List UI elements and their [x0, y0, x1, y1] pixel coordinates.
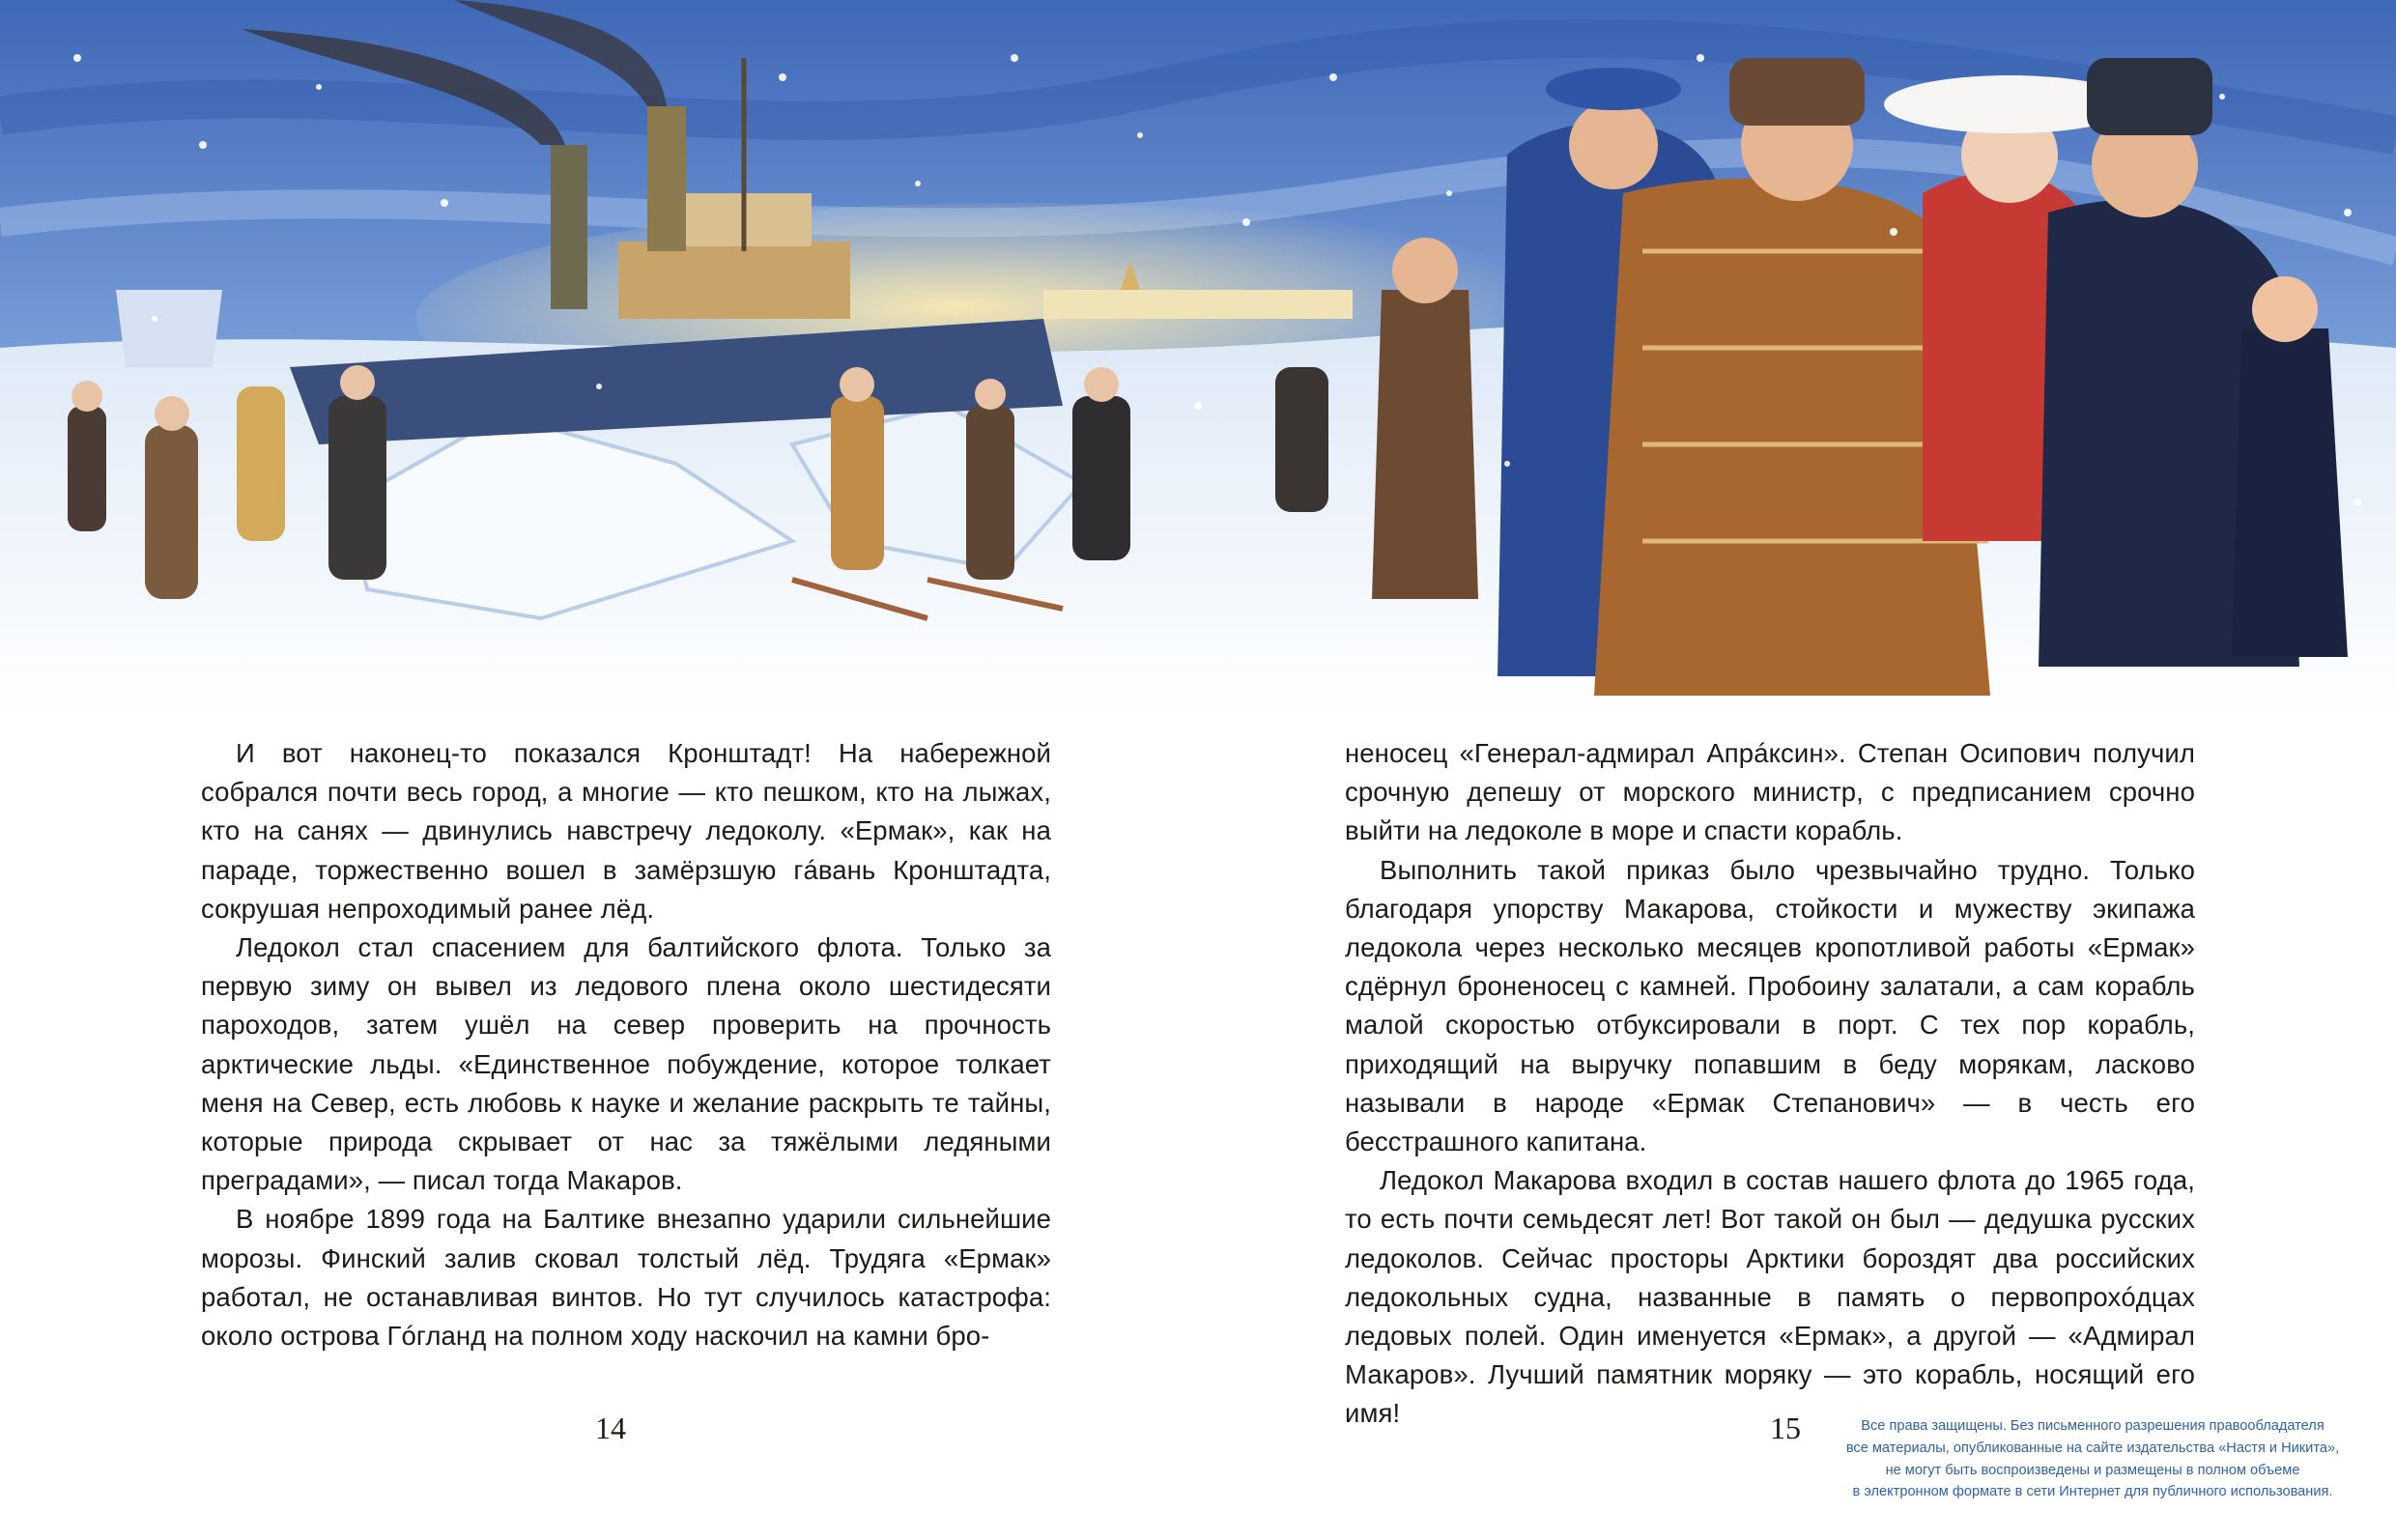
- right-paragraph-3: Ледокол Макарова входил в состав нашего флота до 1965 года, то есть почти семьдесят лет! Вот такой он был — дедушка русских ледоколов. Сейчас просторы Арктики бороздят два российских ледокольных судна, названные в память о первопрохóдцах ледовых полей. Один именуется «Ермак», а другой — «Адмирал Макаров». Лучший памятник моряку — это корабль, носящий его имя!: [1345, 1165, 2195, 1429]
- copyright-notice: [1803, 1415, 2382, 1503]
- page-number-right: 15: [1770, 1411, 1801, 1445]
- copyright-line: не могут быть воспроизведены и размещены в полном объеме: [1885, 1462, 2300, 1478]
- right-paragraph-2: Выполнить такой приказ было чрезвычайно трудно. Только благодаря упорству Макарова, стойкости и мужеству экипажа ледокола через несколько месяцев кропотливой работы «Ермак» сдёрнул броненосец с камней. Пробоину залатали, а сам корабль малой скоростью отбуксировали в порт. С тех пор корабль, приходящий на выручку попавшим в беду морякам, ласково называли в народе «Ермак Степанович» — в честь его бесстрашного капитана.: [1345, 854, 2195, 1157]
- right-paragraph-1: неносец «Генерал-адмирал Апрáксин». Степан Осипович получил срочную депешу от морского министр, с предписанием срочно выйти на ледоколе в море и спасти корабль.: [1345, 738, 2195, 846]
- right-page-text-column: [1345, 734, 2195, 1434]
- copyright-line: Все права защищены. Без письменного разрешения правообладателя: [1861, 1418, 2325, 1434]
- icebreaker-arrival-illustration: [0, 0, 2396, 715]
- left-page-text-column: [201, 734, 1051, 1355]
- copyright-line: в электронном формате в сети Интернет для публичного использования.: [1852, 1484, 2333, 1500]
- page-number-left: 14: [595, 1411, 626, 1445]
- left-paragraph-1: И вот наконец-то показался Кронштадт! На набережной собрался почти весь город, а многие — кто пешком, кто на лыжах, кто на санях — двинулись навстречу ледоколу. «Ермак», как на параде, торжественно вошел в замёрзшую гáвань Кронштадта, сокрушая непроходимый ранее лёд.: [201, 738, 1051, 924]
- left-paragraph-3: В ноябре 1899 года на Балтике внезапно ударили сильнейшие морозы. Финский залив сковал толстый лёд. Трудяга «Ермак» работал, не останавливая винтов. Но тут случилось катастрофа: около острова Гóгланд на полном ходу наскочил на камни бро-: [201, 1204, 1051, 1352]
- copyright-line: все материалы, опубликованные на сайте издательства «Настя и Никита»,: [1845, 1440, 2340, 1456]
- left-paragraph-2: Ледокол стал спасением для балтийского флота. Только за первую зиму он вывел из ледового плена около шестидесяти пароходов, затем ушёл на север проверить на прочность арктические льды. «Единственное побуждение, которое толкает меня на Север, есть любовь к науке и желание раскрыть те тайны, которые природа скрывает от нас за тяжёлыми ледяными преградами», — писал тогда Макаров.: [201, 932, 1051, 1196]
